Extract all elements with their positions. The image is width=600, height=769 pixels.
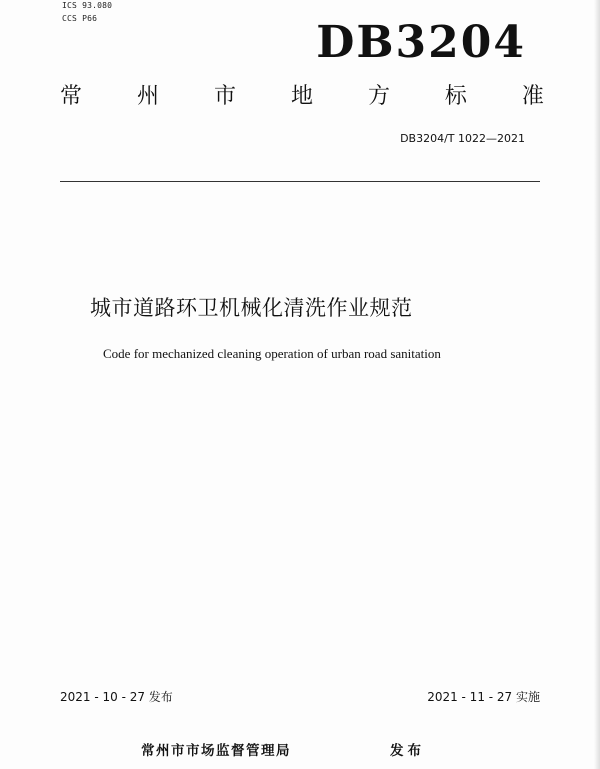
standard-name-char: 常 [60,84,83,109]
implementation-date: 2021 - 11 - 27 实施 [427,690,540,704]
standard-name-char: 准 [521,84,544,109]
standard-name-char: 地 [290,84,313,109]
standard-category-name [60,83,544,111]
standard-name-char: 标 [444,84,467,109]
standard-name-char: 市 [213,84,236,109]
document-title-english: Code for mechanized cleaning operation of urban road sanitation [103,346,441,361]
issuing-authority: 常州市市场监督管理局 [141,743,291,759]
page-edge-shadow [594,0,600,769]
ccs-code: CCS P66 [62,14,98,23]
header-divider [60,181,540,182]
standard-name-char: 方 [367,84,390,109]
standard-name-char: 州 [136,84,159,109]
standard-number: DB3204/T 1022—2021 [400,132,525,145]
document-title-chinese: 城市道路环卫机械化清洗作业规范 [90,296,413,320]
issue-label: 发布 [390,743,425,759]
release-date: 2021 - 10 - 27 发布 [60,690,173,704]
ics-code: ICS 93.080 [62,1,113,10]
standard-code: DB3204 [316,17,526,68]
